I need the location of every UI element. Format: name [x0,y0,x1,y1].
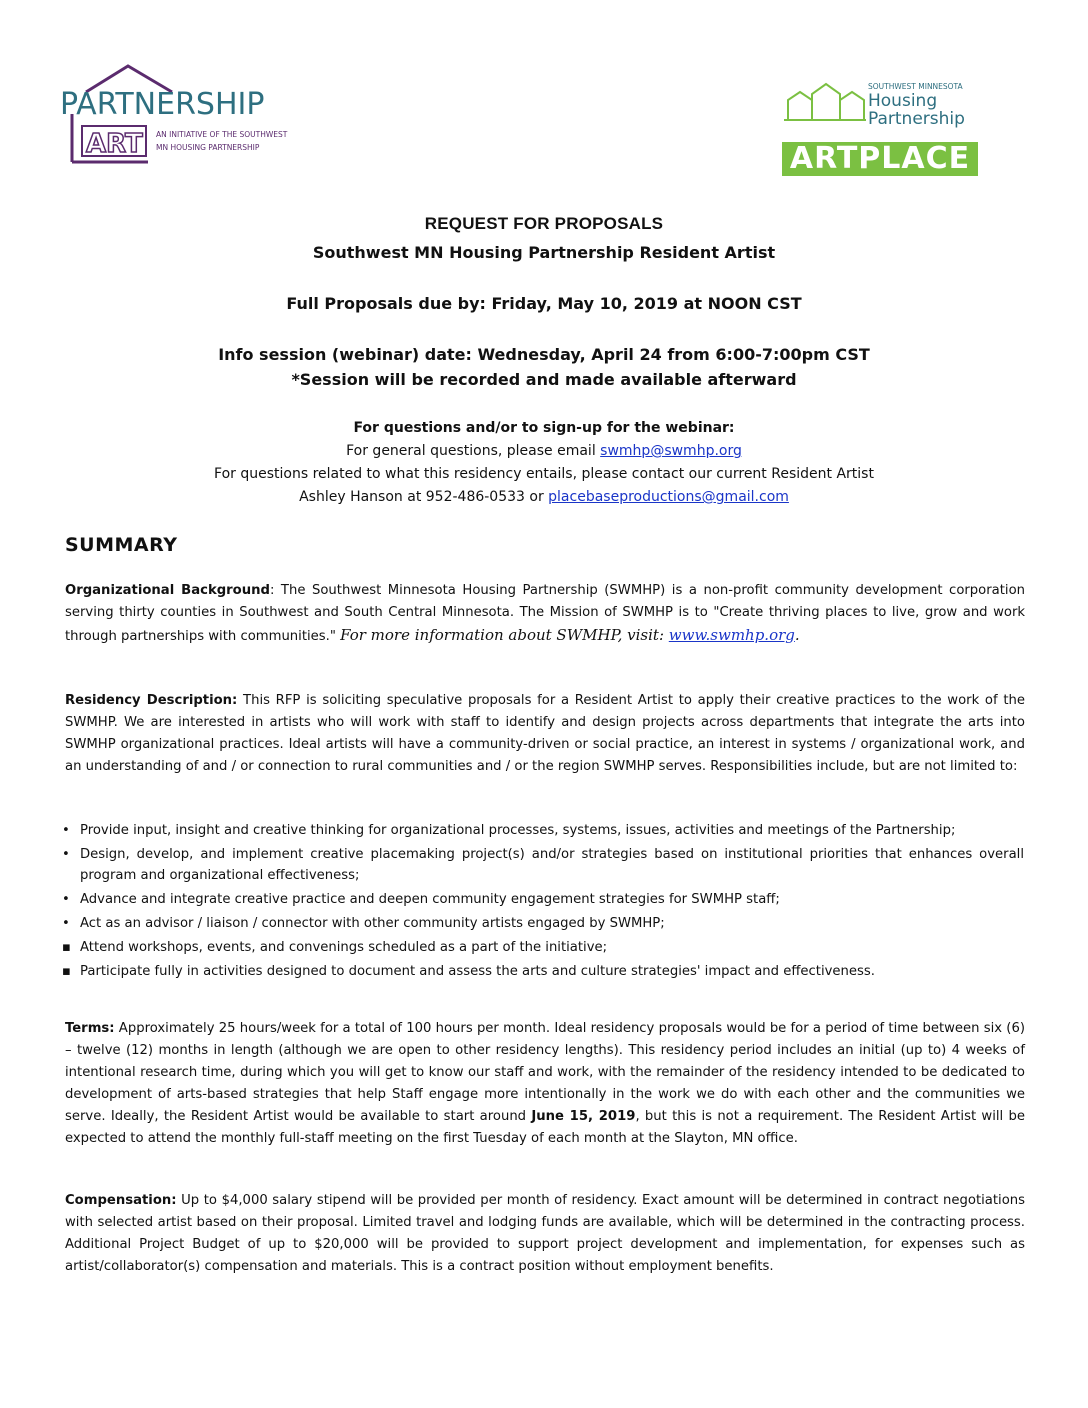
logo-right-line1: Housing [868,91,938,111]
summary-heading: SUMMARY [65,534,178,556]
terms-paragraph [65,1018,1025,1150]
list-item-text: Design, develop, and implement creative placemaking project(s) and/or strategies based on institutional priorities that enhances overall program and organizational effectiveness; [80,847,1024,883]
swmhp-website-link[interactable]: www.swmhp.org [668,626,795,644]
start-date: June 15, 2019 [531,1109,636,1124]
org-more: For more information about SWMHP, visit: [340,626,669,644]
list-item-text: Attend workshops, events, and convenings scheduled as a part of the initiative; [80,940,608,955]
partnership-art-logo [60,62,310,170]
list-item [62,937,1024,958]
bullet-mark: • [62,916,70,931]
list-item-text: Provide input, insight and creative thinking for organizational processes, systems, issues, activities and meetings of the Partnership; [80,823,956,838]
list-item-text: Participate fully in activities designed to document and assess the arts and culture strategies' impact and effectiveness. [80,964,875,979]
logo-right-small: SOUTHWEST MINNESOTA [868,82,963,91]
list-item-text: Act as an advisor / liaison / connector with other community artists engaged by SWMHP; [80,916,665,931]
recorded-note: *Session will be recorded and made available afterward [291,370,797,389]
terms-text-end: , but this is not a requirement. The Resident Artist will be expected to attend the monthly full-staff meeting on the first Tuesday of each month at the Slayton, MN office. [65,1109,1025,1146]
page-subtitle: Southwest MN Housing Partnership Resident Artist [312,243,776,262]
bullet-mark: • [62,847,70,862]
house-roof-icon [60,62,310,170]
comp-text: Up to $4,000 salary stipend will be provided per month of residency. Exact amount will be determined in contract negotiations with selected artist based on their proposal. Limited travel and lodging funds are available, which will be determined in the contracting process. Additional Project Budget of up to $20,000 will be provided to support project development and implementation, for expenses such as artist/collaborator(s) compensation and materials. This is a contract position without employment benefits. [65,1193,1025,1274]
contact-text: Ashley Hanson at 952-486-0533 or [299,489,549,505]
residency-description [65,690,1025,778]
bullet-mark: ▪ [62,964,71,979]
info-session: Info session (webinar) date: Wednesday, April 24 from 6:00-7:00pm CST [218,345,870,364]
list-item [62,889,1024,910]
res-text: This RFP is soliciting speculative proposals for a Resident Artist to apply their creative practices to the work of the SWMHP. We are interested in artists who will work with staff to identify and design projects across departments that integrate the arts into SWMHP organizational practices. Ideal artists will have a community-driven or social practice, an interest in systems / organizational work, and an understanding of and / or connection to rural communities and / or the region SWMHP serves. Responsibilities include, but are not limited to: [65,693,1025,774]
logo-left-line1: PARTNERSHIP [60,87,265,122]
list-item [62,913,1024,934]
logo-left-line2: ART [86,129,143,159]
comp-label: Compensation: [65,1193,177,1208]
bullet-mark: ▪ [62,940,71,955]
compensation-paragraph [65,1190,1025,1278]
list-item-text: Advance and integrate creative practice and deepen community engagement strategies for SWMHP staff; [80,892,780,907]
list-item [62,844,1024,886]
res-label: Residency Description: [65,693,238,708]
terms-text: Approximately 25 hours/week for a total of 100 hours per month. Ideal residency proposals would be for a period of time between six (6) – twelve (12) months in length (although we are open to other residency lengths). This residency period includes an initial (up to) 4 weeks of intentional research time, during which you will get to know our staff and work, with the remainder of the residency intended to be dedicated to development of arts-based strategies that help Staff engage more intentionally in the work we do with each other and the communities we serve. Ideally, the Resident Artist would be available to start around [65,1021,1025,1124]
logo-right-line2: Partnership [868,109,965,129]
logo-left-tag2: MN HOUSING PARTNERSHIP [156,143,260,152]
residency-questions-line: For questions related to what this residency entails, please contact our current Resident Artist [214,466,874,482]
page-title: REQUEST FOR PROPOSALS [424,214,664,233]
contact-line [60,489,1028,505]
org-end: . [794,626,800,644]
organizational-background [65,580,1025,648]
terms-label: Terms: [65,1021,115,1036]
list-item [62,961,1024,982]
houses-outline-icon [780,80,980,140]
org-text: : The Southwest Minnesota Housing Partnership (SWMHP) is a non-profit community development corporation serving thirty counties in Southwest and South Central Minnesota. The Mission of SWMHP is to "Create thriving places to live, grow and work through partnerships with communities." [65,583,1026,644]
questions-heading: For questions and/or to sign-up for the webinar: [353,420,735,436]
due-date: Full Proposals due by: Friday, May 10, 2019 at NOON CST [286,294,802,313]
bullet-mark: • [62,892,70,907]
artplace-logo [782,142,978,176]
logo-left-tag1: AN INITIATIVE OF THE SOUTHWEST [156,130,288,139]
bullet-mark: • [62,823,70,838]
responsibilities-list [62,820,1024,985]
general-questions-text: For general questions, please email [346,443,601,459]
artplace-label: ARTPLACE [789,141,971,176]
org-label: Organizational Background [65,583,270,598]
swmhp-email-link[interactable]: swmhp@swmhp.org [600,443,742,459]
placebase-email-link[interactable]: placebaseproductions@gmail.com [548,489,789,505]
list-item [62,820,1024,841]
general-questions-line [60,443,1028,459]
